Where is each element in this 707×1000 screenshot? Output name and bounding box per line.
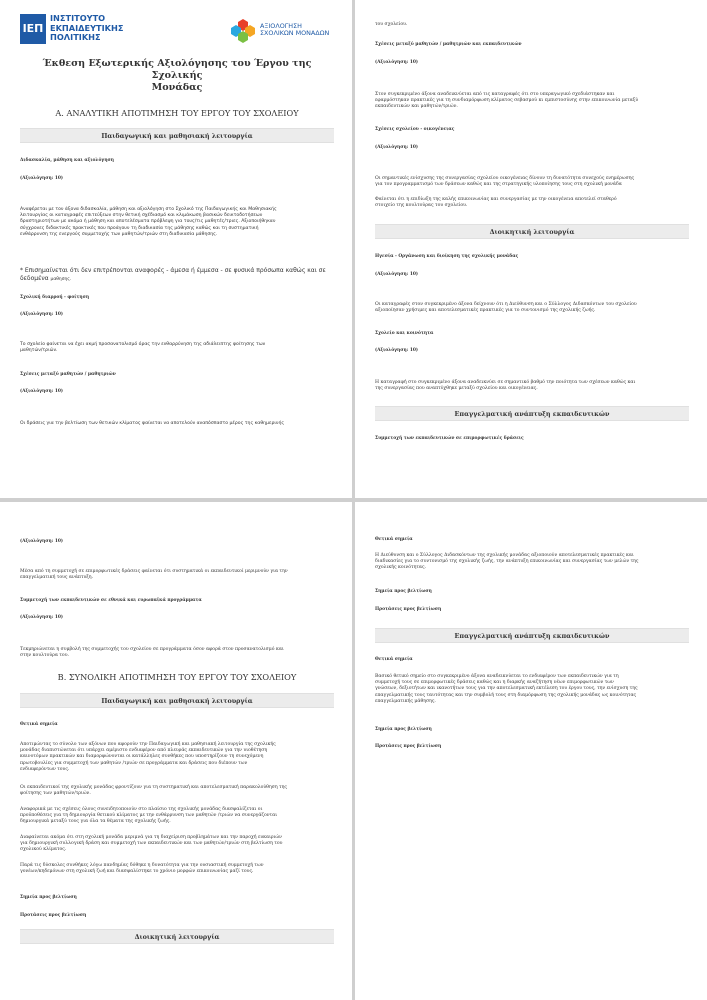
paragraph: Οι καταγραφές στον συγκεκριμένο άξονα δείχνουν ότι η Διεύθυνση και ο Σύλλογος Διδασκόντων του σχολείου αξιοποίησαν χρήσιμες και αποτελεσματικές πρακτικές για το συντονισμό της σχολικής ζωής. (375, 302, 637, 314)
section-bar: Επαγγελματική ανάπτυξη εκπαιδευτικών (375, 406, 689, 421)
section-a-heading: Α. ΑΝΑΛΥΤΙΚΗ ΑΠΟΤΙΜΗΣΗ ΤΟΥ ΕΡΓΟΥ ΤΟΥ ΣΧΟΛΕΙΟΥ (55, 108, 299, 118)
paragraph: Αναφέρεται με τον άξονα διδασκαλία, μάθηση και αξιολόγηση στο Σχολικό της Παιδαγωγικής και Μαθησιακής λειτουργίας οι καταγραφές επιτεύξεων στην θετική σχέδιασμό και κλιμάκωση βασικών δεικτοδοτήσεων δραστηριοτήτων με ακόμα ή μάθηση και αποτελέσματα πρόβλεψη για τους/τις μαθητές/τριες. Αξιοποιήθηκαν σύγχρονες διδακτικές πρακτικές που προάγουν τη διαδικασία της μάθησης καθώς και τη συστηματική ενθάρρυνση της ενεργούς συμμετοχής των μαθητών/τριών στη διαδικασία μάθησης. (20, 207, 277, 237)
paragraph: Οι σημαντικές ενίσχυσης της συνεργασίας σχολείου οικογένειας δίνουν τη δυνατότητα συνεχούς ενημέρωσης για τον προγραμματισμό των δράσεων καθώς και της στρατηγικής υλοποίησης τους στη σχολική μονάδα (375, 176, 635, 188)
disclaimer-note: * Επισημαίνεται ότι δεν επιτρέπονται αναφορές - άμεσα ή έμμεσα - σε φυσικά πρόσωπα καθώς και σε δεδομένα μαθησης. (20, 267, 326, 282)
axis-heading: Διδασκαλία, μάθηση και αξιολόγηση (20, 158, 114, 163)
axis-heading: Θετικά σημεία (375, 537, 413, 542)
paragraph: Στον συγκεκριμένο άξονα αναδεικνύεται από τις καταγραφές ότι στο υπεραγωγικό σχεδιάστηκαν και εφαρμόστηκαν πρακτικές για τη συνδιαμόρφωση κλίματος σεβασμού κι εμπιστοσύνης στην επικοινωνία μεταξύ εκπαιδευτικών και μαθητών/τριών. (375, 92, 639, 110)
score-label: (Αξιολόγηση: 10) (375, 60, 419, 65)
paragraph: Τεκμηριώνεται η συμβολή της συμμετοχής του σχολείου σε προγράμματα όσον αφορά στον προσανατολισμό και στην κουλτούρα του. (20, 647, 284, 659)
paragraph: Αποτιμώντας το σύνολο των αξόνων που αφορούν την Παιδαγωγική και μαθησιακή λειτουργία της σχολικής μονάδας διαπιστώνεται ότι υπάρχει αμέριστο ενδιαφέρον από πλευράς εκπαιδευτικών για την υιοθέτηση καινοτόμων πρακτικών και διαμορφώνονται οι κατάλληλες συνθήκες που υποστηρίζουν τη συνεχόμενη πρωτοβουλίες για συμμετοχή των μαθητών /τριών σε προγράμματα και δράσεις που διέπουν των ενδιαφερόντων τους. (20, 742, 276, 772)
paragraph: Η καταγραφή στο συγκεκριμένο άξονα αναδεικνύει σε σημαντικό βαθμό την ποιότητα των σχέσεων καθώς και της συνεργασίας που αναπτύχθηκε μεταξύ σχολείου και οικογένειας. (375, 380, 636, 392)
paragraph: Οι δράσεις για την βελτίωση των θετικών κλίματος φαίνεται να αποτελούν αναπόσπαστο μέρος της καθημερινής (20, 421, 285, 426)
section-bar: Επαγγελματική ανάπτυξη εκπαιδευτικών (375, 628, 689, 643)
score-label: (Αξιολόγηση: 10) (20, 615, 64, 620)
axis-heading: Θετικά σημεία (375, 657, 413, 662)
score-label: (Αξιολόγηση: 10) (375, 348, 419, 353)
section-bar: Διοικητική λειτουργία (20, 929, 334, 944)
score-label: (Αξιολόγηση: 10) (375, 272, 419, 277)
section-bar: Παιδαγωγική και μαθησιακή λειτουργία (20, 693, 334, 708)
paragraph: Παρά τις δύσκολες συνθήκες λόγω πανδημίας δόθηκε η δυνατότητα για την ουσιαστική συμμετοχή των γονέων/κηδεμόνων στη σχολική ζωή και διασφαλίστηκε το χρόνιο μορφών επικοινωνίας μαζί τους. (20, 863, 264, 875)
report-page-2 (355, 0, 707, 498)
iep-logo (20, 12, 140, 46)
paragraph: Η Διεύθυνση και ο Σύλλογος Διδασκόντων της σχολικής μονάδας αξιοποιούν αποτελεσματικές πρακτικές και διαδικασίες για το συντονισμό της σχολικής ζωής, την ανάπτυξη επικοινωνίας και συνεργασίας των μελών της σχολικής κοινότητας. (375, 553, 639, 571)
score-label: (Αξιολόγηση: 10) (20, 539, 64, 544)
axiologisi-logo (230, 18, 340, 48)
axis-heading: Προτάσεις προς βελτίωση (375, 744, 442, 749)
axis-heading: Θετικά σημεία (20, 722, 58, 727)
axis-heading: Σχολική διαρροή - φοίτηση (20, 295, 90, 300)
section-b-heading: Β. ΣΥΝΟΛΙΚΗ ΑΠΟΤΙΜΗΣΗ ΤΟΥ ΕΡΓΟΥ ΤΟΥ ΣΧΟΛΕΙΟΥ (57, 672, 297, 682)
axis-heading: Ηγεσία - Οργάνωση και διοίκηση της σχολικής μονάδας (375, 254, 519, 259)
report-page-3 (0, 502, 352, 1000)
report-page-4 (355, 502, 707, 1000)
report-title: Έκθεση Εξωτερικής Αξιολόγησης του Έργου της Σχολικής Μονάδας (42, 58, 312, 93)
section-bar: Παιδαγωγική και μαθησιακή λειτουργία (20, 128, 334, 143)
iep-logo-text: ΙΝΣΤΙΤΟΥΤΟ ΕΚΠΑΙΔΕΥΤΙΚΗΣ ΠΟΛΙΤΙΚΗΣ (50, 13, 124, 43)
score-label: (Αξιολόγηση: 10) (20, 312, 64, 317)
paragraph: Το σχολείο φαίνεται να έχει ακμή προσανατολισμό όρας την ενθαρρύνηση της αδιάλειπτης φοίτησης των μαθητών/τριών. (20, 342, 266, 354)
axis-heading: Σημεία προς βελτίωση (375, 727, 432, 732)
axis-heading: Σημεία προς βελτίωση (375, 589, 432, 594)
axis-heading: Σχέσεις σχολείου - οικογένειας (375, 127, 455, 132)
axis-heading: Σχέσεις μεταξύ μαθητών / μαθητριών (20, 372, 116, 377)
axis-heading: Προτάσεις προς βελτίωση (20, 913, 87, 918)
axis-heading: Συμμετοχή των εκπαιδευτικών σε επιμορφωτικές δράσεις (375, 436, 524, 441)
paragraph: Οι εκπαιδευτικοί της σχολικής μονάδας φροντίζουν για τη συστηματική και αποτελεσματική παρακολούθηση της φοίτησης των μαθητών/τριών. (20, 785, 287, 797)
score-label: (Αξιολόγηση: 10) (20, 389, 64, 394)
axis-heading: Σημεία προς βελτίωση (20, 895, 77, 900)
axiologisi-logo-text: ΑΞΙΟΛΟΓΗΣΗ ΣΧΟΛΙΚΩΝ ΜΟΝΑΔΩΝ (260, 22, 330, 38)
paragraph: Αναφορικά με τις σχέσεις όλους συνειδητοποιούν στο πλαίσιο της σχολικής μονάδας διασφαλίζεται οι προϋποθέσεις για τη δημιουργία θετικού κλίματος με την ενθάρρυνση των μαθητών /τριών να συνεργάζονται δημιουργικά μεταξύ τους για όλα τα θέματα της σχολικής ζωής. (20, 807, 278, 825)
score-label: (Αξιολόγηση: 10) (20, 176, 64, 181)
report-page-1 (0, 0, 352, 498)
paragraph: Βασικό θετικό σημείο στο συγκεκριμένο άξονα αναδεικνύεται το ενδιαφέρον των εκπαιδευτικών για τη συμμετοχή τους σε επιμορφωτικές δράσεις καθώς και η διαρκής αναζήτηση νέων επιμορφωτικών των γνώσεων, δεξιοτήτων και ικανοτήτων τους για την αποτελεσματική εκτέλεση του έργου τους, την ενίσχυση της επαγγελματικής τους ταυτότητας και την συμβολή τους στη διαμόρφωση της σχολικής μονάδας ως κοινότητας επαγγελματικής μάθησης. (375, 674, 638, 704)
paragraph: Διαφαίνεται ακόμα ότι στη σχολική μονάδα μεριμνά για τη διαχείριση προβλημάτων και την παροχή ευκαιριών για δημιουργική συλλογική δράση και συμμετοχή των εκπαιδευτικών και των μαθητών/τριών στη βελτίωση του σχολικού κλίματος. (20, 835, 283, 853)
axis-heading: Σχολείο και κοινότητα (375, 331, 434, 336)
section-bar: Διοικητική λειτουργία (375, 224, 689, 239)
axis-heading: Σχέσεις μεταξύ μαθητών / μαθητριών και εκπαιδευτικών (375, 42, 522, 47)
score-label: (Αξιολόγηση: 10) (375, 145, 419, 150)
iep-logo-mark: ΙΕΠ (20, 14, 46, 44)
paragraph: Φαίνεται ότι η επιδίωξη της καλής επικοινωνίας και συνεργασίας με την οικογένεια αποτελεί σταθερό στοιχείο της κουλτούρας του σχολείου. (375, 197, 617, 209)
axis-heading: Συμμετοχή των εκπαιδευτικών σε εθνικά και ευρωπαϊκά προγράμματα (20, 598, 202, 603)
hexagon-cluster-icon (230, 18, 256, 44)
axis-heading: Προτάσεις προς βελτίωση (375, 607, 442, 612)
paragraph: του σχολείου. (375, 22, 408, 27)
paragraph: Μέσα από τη συμμετοχή σε επιμορφωτικές δράσεις φαίνεται ότι συστηματικά οι εκπαιδευτικοί μεριμνούν για την επαγγελματική τους ανάπτυξη. (20, 569, 288, 581)
